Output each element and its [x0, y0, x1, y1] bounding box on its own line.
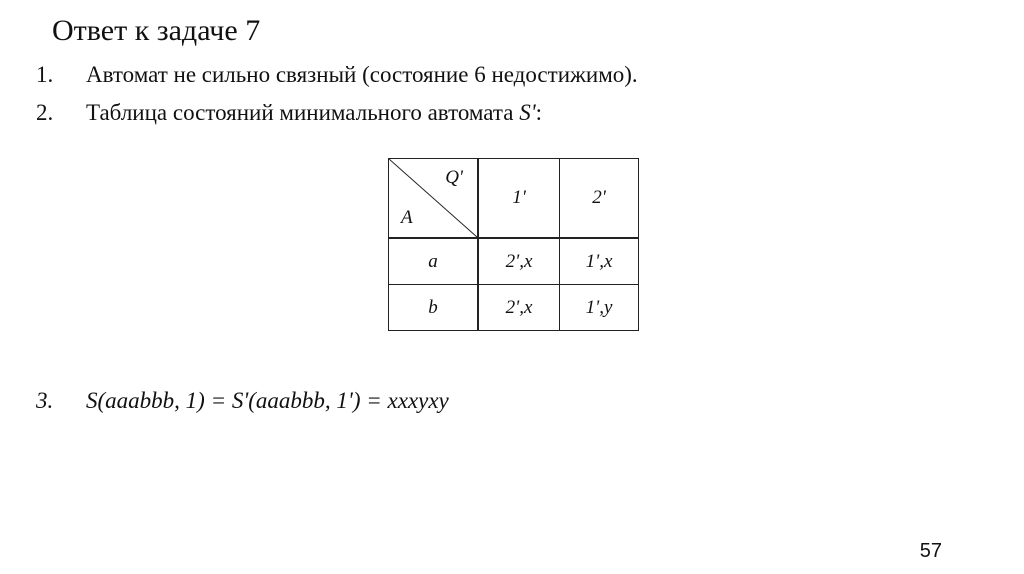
table-row [389, 285, 639, 331]
table-corner-cell [389, 159, 479, 239]
state-table [388, 158, 639, 331]
table-cell: 1',y [560, 285, 639, 331]
list-text: Автомат не сильно связный (состояние 6 недостижимо). [86, 62, 638, 87]
automaton-symbol: S' [519, 100, 536, 125]
list-item-1 [36, 62, 638, 88]
table-cell: 2',x [478, 238, 560, 285]
list-item-3 [36, 388, 449, 414]
table-header-row [389, 159, 639, 239]
corner-label-q: Q' [445, 167, 463, 188]
column-header: 2' [560, 159, 639, 239]
page-number: 57 [919, 540, 942, 562]
column-header: 1' [478, 159, 560, 239]
slide-title: Ответ к задаче 7 [52, 14, 261, 47]
equation-text: S(aaabbb, 1) = S'(aaabbb, 1') = xxxyxy [86, 388, 449, 413]
list-text: Таблица состояний минимального автомата [86, 100, 514, 125]
row-label: a [389, 238, 479, 285]
row-label: b [389, 285, 479, 331]
table-row [389, 238, 639, 285]
list-number: 1. [36, 62, 54, 87]
list-number: 2. [36, 100, 54, 125]
table-cell: 2',x [478, 285, 560, 331]
corner-label-a: A [401, 207, 413, 228]
table-cell: 1',x [560, 238, 639, 285]
list-suffix: : [535, 100, 543, 125]
list-number: 3. [36, 388, 54, 413]
list-item-2 [36, 100, 542, 126]
